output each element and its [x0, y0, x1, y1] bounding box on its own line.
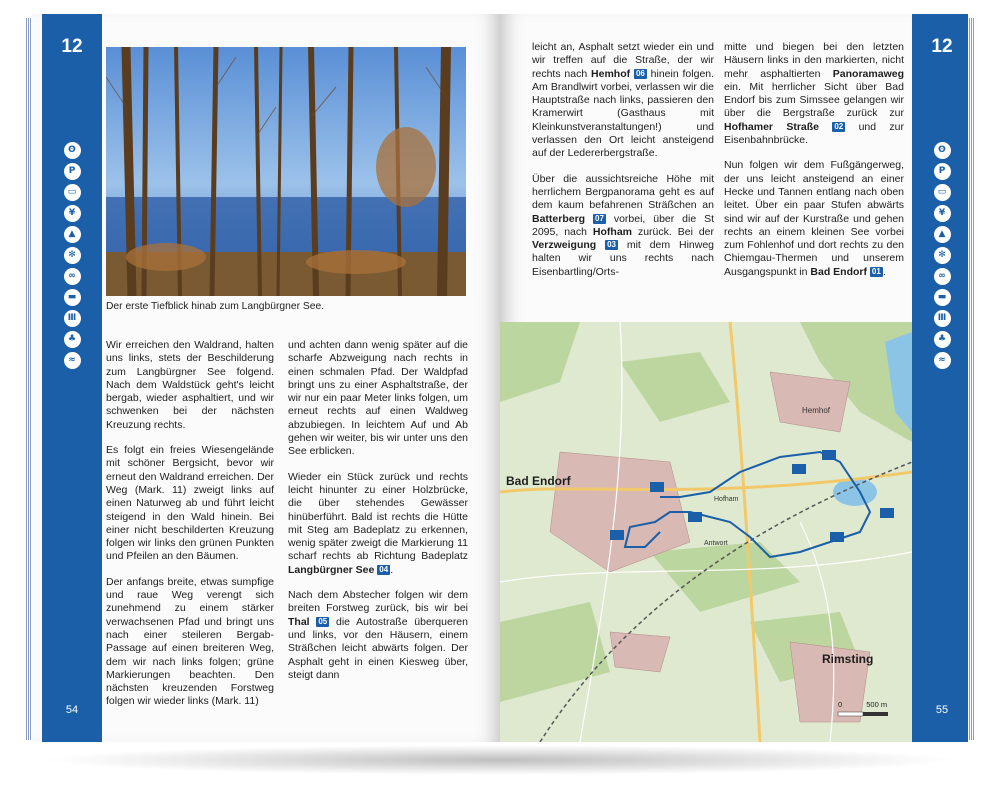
left-icon-column [42, 142, 102, 369]
paragraph: Nach dem Abstecher folgen wir dem breiten Forstweg zurück, bis wir bei Thal 05 die Autostraße überqueren und links, vor den Häusern, einem Sträßchen leicht abwärts folgen. Der Asphalt geht in einen Kiesweg über, steigt dann [288, 589, 468, 681]
left-column-1 [106, 339, 274, 721]
right-column-2 [724, 41, 904, 291]
bicycle-icon: ∞ [934, 268, 951, 285]
paragraph: mitte und biegen bei den letzten Häusern links in den markierten, nicht mehr asphaltierten Panoramaweg ein. Mit herrlicher Sicht über Bad Endorf bis zum Simssee gelangen wir über die Bergstraße zurück zur Hofhamer Straße 02 und zur Eisenbahnbrücke. [724, 41, 905, 147]
tree-icon: ♣ [64, 331, 81, 348]
place-name: Hemhof [591, 67, 631, 80]
place-name: Panoramaweg [832, 67, 904, 80]
parking-icon: P [64, 163, 81, 180]
right-sidebar [912, 14, 968, 742]
waypoint-badge: 05 [318, 616, 328, 626]
snowflake-icon: ✻ [64, 247, 81, 264]
swimming-icon: ≈ [934, 352, 951, 369]
photo-caption: Der erste Tiefblick hinab zum Langbürgner See. [106, 301, 325, 312]
map-label-hofham: Hofham [714, 496, 739, 503]
place-name: Langbürgner See [288, 563, 375, 576]
right-icon-column [912, 142, 968, 369]
museum-icon: Ⅲ [934, 310, 951, 327]
map-label-hemhof: Hemhof [802, 406, 831, 415]
bear-icon: ʘ [934, 142, 951, 159]
paragraph: Wir erreichen den Waldrand, halten uns links, stets der Beschilderung zum Langbürgner See folgend. Nach dem Waldstück geht's leicht bergab, wieder asphaltiert, und wir schwenken bei der nächsten Kreuzung rechts. [106, 339, 274, 431]
bus-icon: ▭ [64, 184, 81, 201]
tree-icon: ♣ [934, 331, 951, 348]
museum-icon: Ⅲ [64, 310, 81, 327]
map-label-bad-endorf: Bad Endorf [506, 474, 571, 488]
paragraph: Es folgt ein freies Wiesengelände mit schöner Bergsicht, bevor wir erneut den Waldrand erreichen. Der Weg (Mark. 11) zweigt links auf einen Naturweg ab und führt leicht steigend in den Wald hinein. Bei einer nicht beschilderten Kreuzung folgen wir links den grünen Punkten und Pfeilen an den Bäumen. [106, 444, 274, 563]
map-label-rimsting: Rimsting [822, 652, 874, 666]
paragraph: Über die aussichtsreiche Höhe mit herrlichem Bergpanorama geht es auf dem kaum befahrenen Sträßchen an Batterberg 07 vorbei, über die St 2095, nach Hofham zurück. Bei der Verzweigung 03 mit dem Hinweg halten wir uns rechts nach Eisenbartling/Orts- [532, 172, 715, 278]
snowflake-icon: ✻ [934, 247, 951, 264]
place-name: Thal [288, 615, 310, 628]
train-icon: ▬ [934, 289, 951, 306]
map-scale: 0 500 m [838, 700, 888, 709]
bear-icon: ʘ [64, 142, 81, 159]
map-label-antwort: Antwort [704, 540, 728, 547]
left-column-2 [288, 339, 468, 694]
waypoint-badge: 02 [834, 121, 844, 131]
right-column-1 [532, 41, 714, 291]
restaurant-icon: ¥ [934, 205, 951, 222]
place-name: Bad Endorf [810, 265, 867, 278]
paragraph: Der anfangs breite, etwas sumpfige und raue Weg verengt sich zunehmend zu einem stärker verwachsenen Pfad und bringt uns nach einer steileren Bergab-Passage auf einen breiteren Weg, dem wir nach links folgen; grüne Markierungen beachten. Den nächsten kreuzenden Forstweg folgen wir wieder links (Mark. 11) [106, 575, 274, 708]
waypoint-badge: 03 [607, 240, 616, 250]
train-icon: ▬ [64, 289, 81, 306]
page-number-left: 54 [65, 704, 79, 716]
waypoint-badge: 06 [635, 68, 645, 78]
right-page [500, 14, 968, 742]
left-page [32, 14, 500, 742]
tour-number: 12 [61, 36, 83, 57]
place-name: Batterberg [532, 212, 586, 225]
restaurant-icon: ¥ [64, 205, 81, 222]
mountain-icon: ▲ [934, 226, 951, 243]
page-number-right: 55 [935, 704, 949, 716]
route-map [500, 322, 912, 742]
parking-icon: P [934, 163, 951, 180]
paragraph: und achten dann wenig später auf die scharfe Abzweigung nach rechts in einen schmalen Pfad. Der Waldpfad bringt uns zu einer Asphaltstraße, der wir nur ein paar Meter links folgen, um erneut rechts auf einen Waldweg abzubiegen. In leichtem Auf und Ab gehen wir weiter, bis wir unter uns den See erblicken. [288, 339, 468, 458]
paragraph: leicht an, Asphalt setzt wieder ein und wir treffen auf die Straße, der wir rechts nach Hemhof 06 hinein folgen. Am Brandlwirt vorbei, verlassen wir die Hauptstraße nach links, passieren den Kramerwirt (Gasthaus mit Kleinkunstveranstaltungen!) und verlassen den Ort leicht ansteigend auf der Ledererbergstraße. [532, 41, 715, 160]
mountain-icon: ▲ [64, 226, 81, 243]
bicycle-icon: ∞ [64, 268, 81, 285]
tour-number: 12 [931, 36, 953, 57]
forest-lake-photo [106, 47, 466, 296]
swimming-icon: ≈ [64, 352, 81, 369]
book-shadow [40, 745, 960, 775]
place-name: Hofhamer Straße [724, 120, 820, 133]
place-name: Hofham [592, 225, 633, 238]
waypoint-badge: 07 [595, 213, 604, 223]
waypoint-badge: 04 [379, 564, 389, 574]
paragraph: Nun folgen wir dem Fußgängerweg, der uns leicht ansteigend an einer Hecke und Tannen entlang nach oben leitet. Über ein paar Stufen abwärts sind wir auf der Kurstraße und gehen rechts an einem kleinen See vorbei zum Fohlenhof und dort rechts zu den Chiemgau-Thermen und unserem Ausgangspunkt in Bad Endorf 01 . [724, 159, 904, 278]
bus-icon: ▭ [934, 184, 951, 201]
left-sidebar [42, 14, 102, 742]
place-name: Verzweigung [532, 239, 597, 252]
waypoint-badge: 01 [871, 266, 881, 276]
paragraph: Wieder ein Stück zurück und rechts leicht hinunter zu einer Holzbrücke, die über stehendes Gewässer hinüberführt. Bald ist rechts die Hütte mit Steg am Badeplatz zu erkennen, wenig später zweigt die Markierung 11 scharf rechts ab Richtung Badeplatz Langbürgner See 04 . [288, 470, 468, 576]
